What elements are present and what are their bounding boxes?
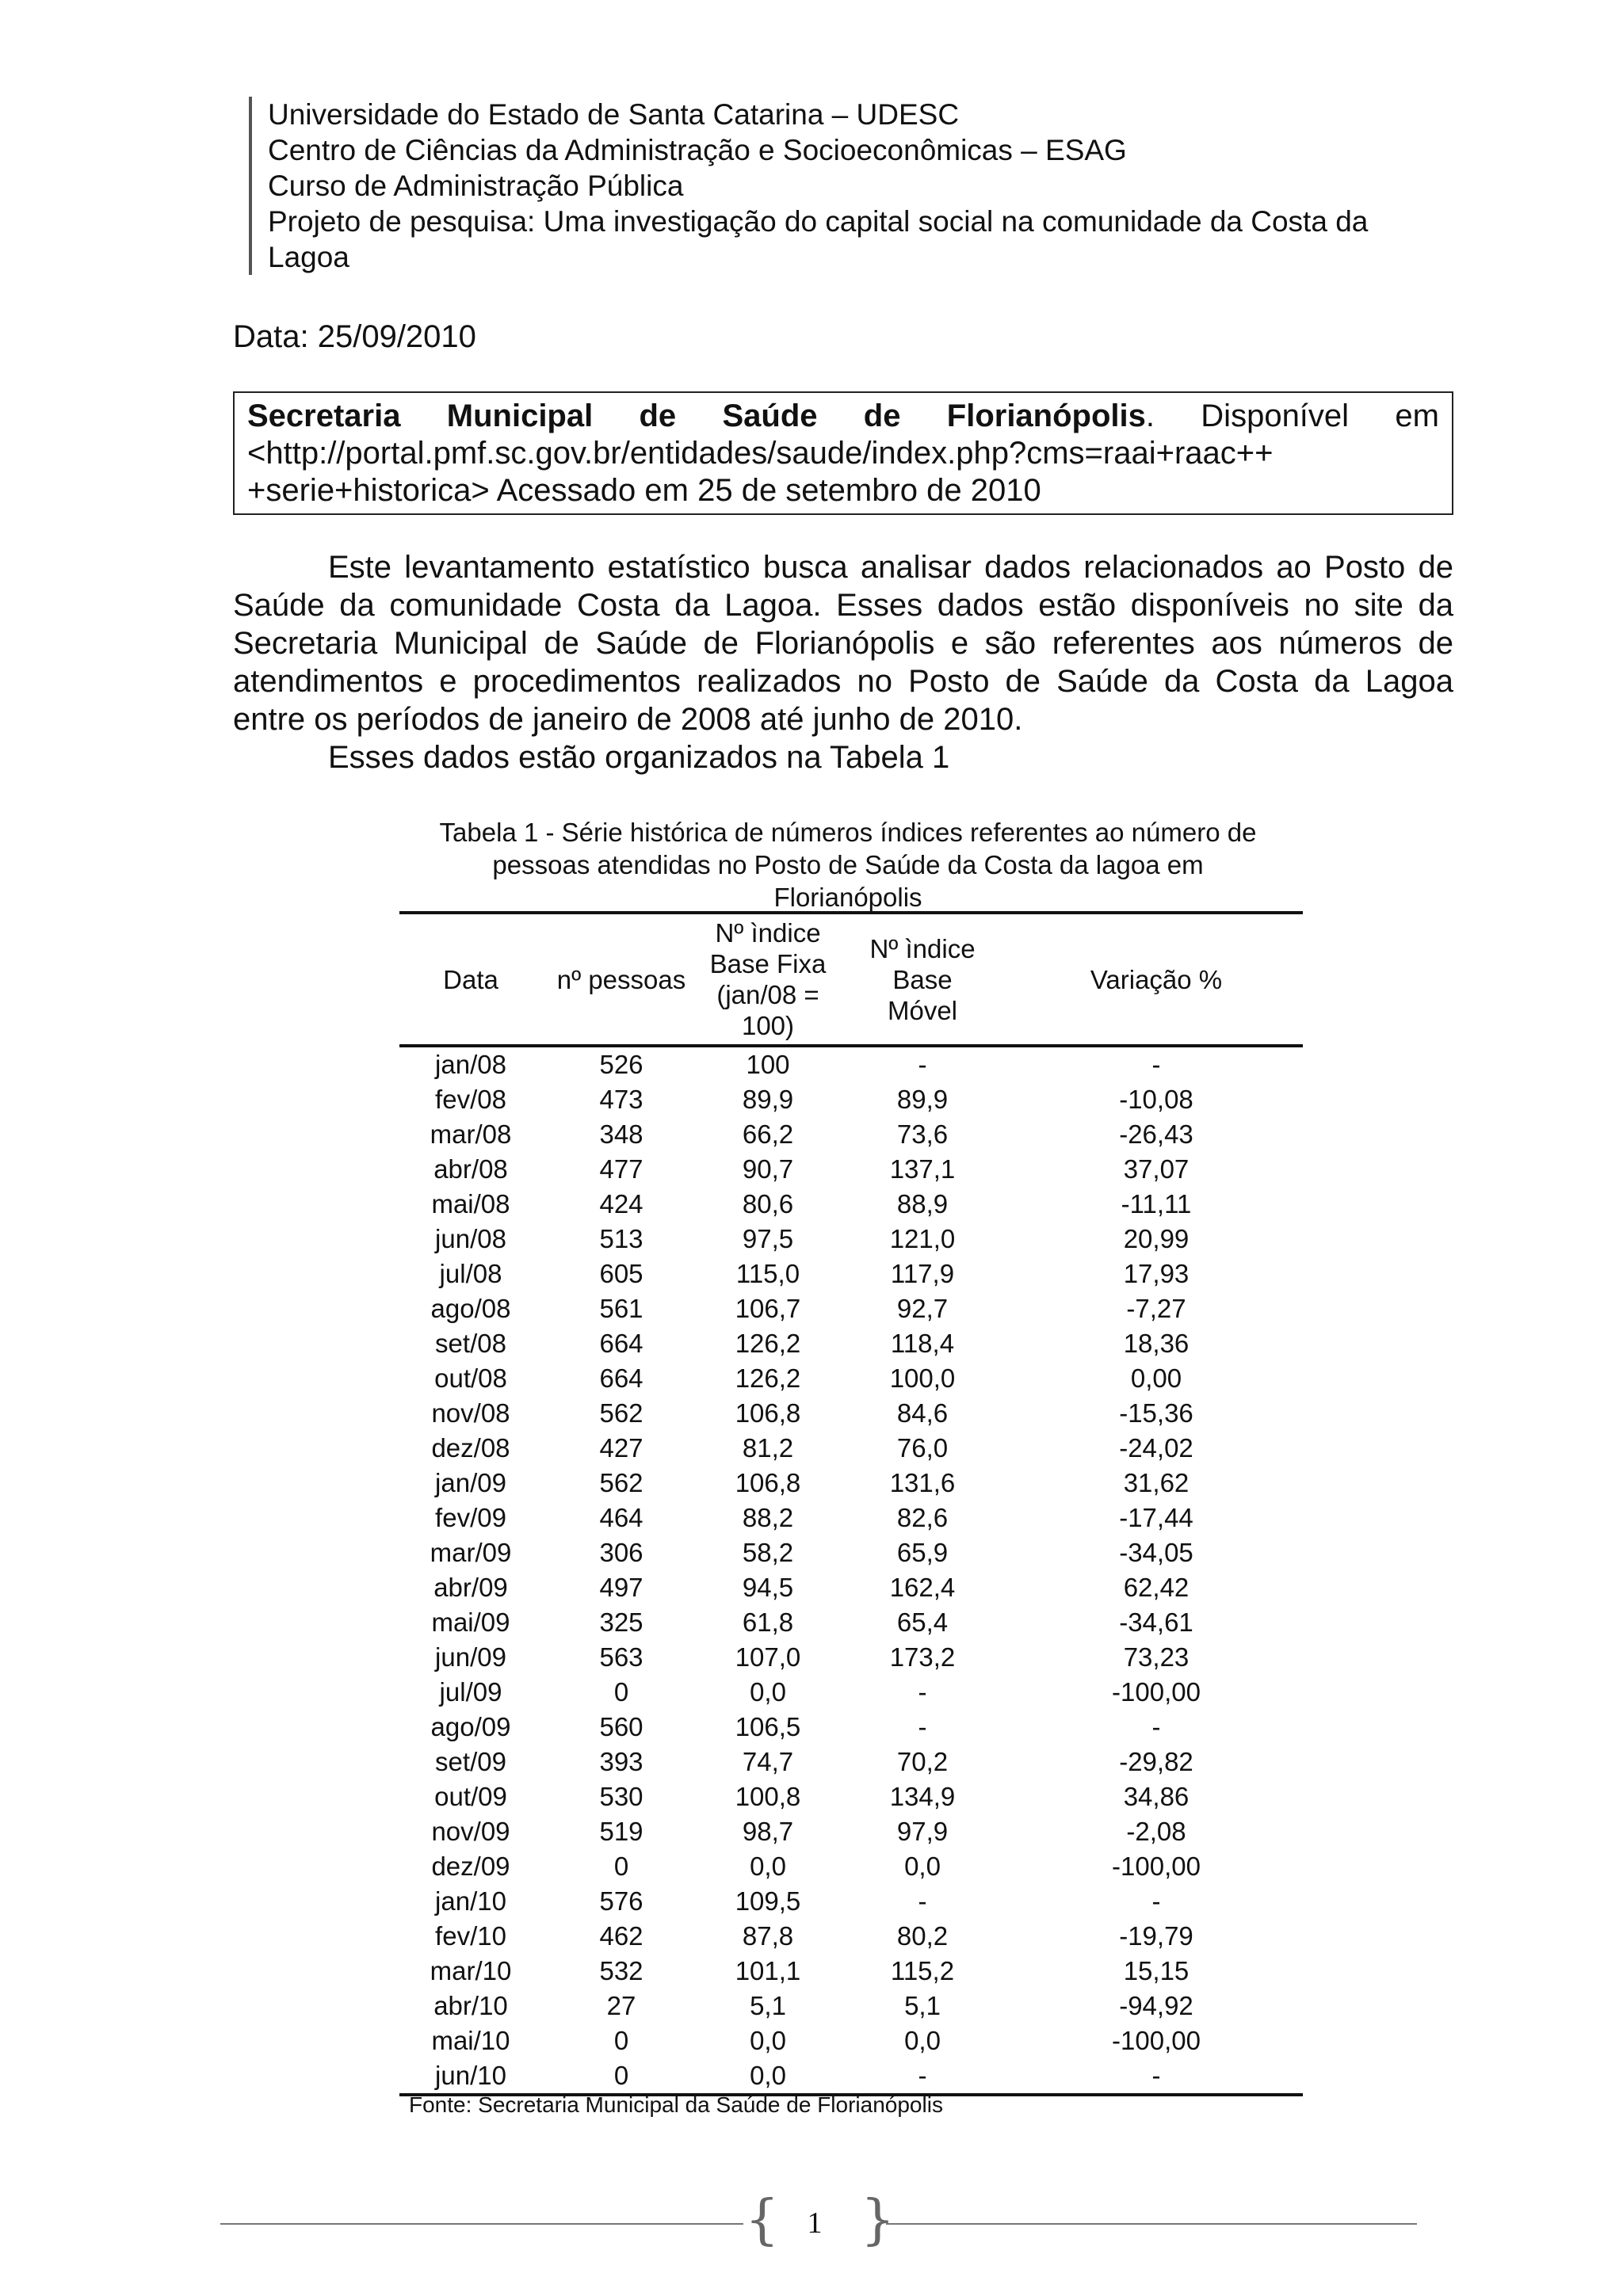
table-row	[399, 1779, 1303, 1814]
cell-indice-movel: 65,9	[896, 1538, 949, 1567]
cell-indice-movel: 97,9	[896, 1817, 949, 1846]
table-header-row	[399, 913, 1303, 1046]
header-pessoas: nº pessoas	[542, 913, 701, 1046]
cell-variacao: 17,93	[1123, 1259, 1190, 1288]
citation-institution	[947, 398, 1155, 435]
table-row	[399, 1326, 1303, 1361]
paragraph-table-ref: Esses dados estão organizados na Tabela 1	[328, 740, 950, 775]
right-brace-icon: }	[861, 2189, 896, 2252]
citation-word: Municipal	[446, 399, 594, 433]
cell-indice-movel: 80,2	[896, 1921, 949, 1951]
cell-pessoas: 477	[599, 1154, 643, 1184]
cell-data: fev/09	[435, 1503, 506, 1532]
cell-indice-movel: 70,2	[896, 1747, 949, 1776]
cell-indice-movel: -	[918, 1050, 927, 1079]
cell-pessoas: 306	[599, 1538, 643, 1567]
cell-pessoas: 664	[599, 1363, 643, 1393]
cell-indice-fixa: 106,5	[735, 1712, 801, 1741]
cell-variacao: -	[1151, 1712, 1161, 1741]
cell-data: fev/08	[435, 1085, 506, 1114]
cell-data: jul/09	[439, 1677, 502, 1707]
cell-pessoas: 526	[599, 1050, 643, 1079]
table-caption	[396, 816, 1300, 913]
cell-indice-fixa: 88,2	[742, 1503, 794, 1532]
cell-data: dez/09	[431, 1852, 510, 1881]
header-line-project-cont: Lagoa	[268, 241, 349, 273]
cell-pessoas: 519	[599, 1817, 643, 1846]
paragraph-intro: Este levantamento estatístico busca analisar dados relacionados ao Posto de Saúde da comunidade Costa da Lagoa. Esses dados estão disponíveis no site da Secretaria Municipal de Saúde de Florianópolis e são referentes aos números de atendimentos e procedimentos realizados no Posto de Saúde da Costa da Lagoa entre os períodos de janeiro de 2008 até junho de 2010.	[233, 550, 1453, 737]
cell-indice-movel: 117,9	[890, 1259, 955, 1288]
header-line-project: Projeto de pesquisa: Uma investigação do capital social na comunidade da Costa da	[268, 205, 1369, 238]
table-row	[399, 1814, 1303, 1849]
cell-variacao: 15,15	[1123, 1956, 1190, 1985]
institution-header	[249, 97, 1488, 275]
cell-indice-movel: 100,0	[889, 1363, 956, 1393]
cell-variacao: -29,82	[1119, 1747, 1193, 1776]
cell-data: jun/10	[399, 2058, 542, 2095]
cell-indice-fixa: 0,0	[750, 1677, 786, 1707]
cell-data: dez/08	[431, 1433, 510, 1463]
cell-data: ago/08	[430, 1294, 511, 1323]
table-row	[399, 2023, 1303, 2058]
cell-variacao: 73,23	[1123, 1642, 1190, 1672]
cell-indice-movel: 115,2	[890, 1956, 955, 1985]
cell-indice-fixa: 100	[746, 1050, 790, 1079]
cell-pessoas: 664	[599, 1329, 643, 1358]
cell-variacao: -34,05	[1119, 1538, 1193, 1567]
table-row	[399, 1222, 1303, 1257]
cell-data: fev/10	[435, 1921, 506, 1951]
header-variacao: Variação %	[1010, 913, 1303, 1046]
citation-word: de	[639, 399, 677, 433]
citation-period: .	[1145, 399, 1155, 433]
cell-indice-fixa: 80,6	[742, 1189, 794, 1219]
cell-data: jun/08	[435, 1224, 506, 1253]
cell-data: jan/09	[435, 1468, 506, 1497]
cell-variacao: -	[1151, 1050, 1161, 1079]
cell-variacao: -17,44	[1119, 1503, 1193, 1532]
cell-data: out/09	[434, 1782, 507, 1811]
citation-word: Disponível	[1201, 399, 1350, 433]
header-line-center: Centro de Ciências da Administração e Socioeconômicas – ESAG	[268, 134, 1127, 166]
cell-pessoas: 325	[599, 1608, 643, 1637]
cell-indice-fixa: 126,2	[735, 1329, 801, 1358]
cell-data: mai/10	[431, 2026, 510, 2055]
cell-variacao: -2,08	[1126, 1817, 1186, 1846]
cell-pessoas: 348	[599, 1119, 643, 1149]
cell-data: nov/08	[431, 1398, 510, 1428]
header-data: Data	[399, 913, 542, 1046]
cell-indice-movel: 92,7	[896, 1294, 949, 1323]
table-row	[399, 1082, 1303, 1117]
cell-variacao: -100,00	[1112, 1852, 1201, 1881]
cell-indice-fixa: 87,8	[742, 1921, 794, 1951]
table-row	[399, 1431, 1303, 1466]
citation-access-date: +serie+historica> Acessado em 25 de setembro de 2010	[247, 473, 1041, 508]
table-row	[399, 1675, 1303, 1710]
citation-word: em	[1395, 399, 1439, 433]
header-line-university: Universidade do Estado de Santa Catarina – UDESC	[268, 98, 960, 131]
table-body	[399, 1046, 1303, 2095]
cell-indice-movel: -	[918, 1677, 927, 1707]
cell-pessoas: 0	[542, 2058, 701, 2095]
table-row	[399, 1745, 1303, 1779]
cell-indice-fixa: 89,9	[742, 1085, 794, 1114]
cell-indice-fixa: 106,8	[735, 1468, 801, 1497]
cell-indice-fixa: 0,0	[701, 2058, 835, 2095]
cell-data: jan/08	[435, 1050, 506, 1079]
cell-indice-movel: 137,1	[889, 1154, 956, 1184]
cell-pessoas: 0	[613, 2026, 629, 2055]
cell-indice-movel: 84,6	[896, 1398, 949, 1428]
cell-indice-fixa: 109,5	[735, 1886, 801, 1916]
cell-variacao: 34,86	[1123, 1782, 1190, 1811]
footer-rule-right	[886, 2223, 1417, 2225]
cell-indice-fixa: 0,0	[750, 1852, 786, 1881]
cell-indice-fixa: 94,5	[742, 1573, 794, 1602]
cell-indice-movel: 118,4	[890, 1329, 955, 1358]
cell-variacao: -100,00	[1112, 2026, 1201, 2055]
cell-data: jul/08	[439, 1259, 502, 1288]
page-footer	[220, 2189, 1417, 2256]
cell-indice-movel: 65,4	[896, 1608, 949, 1637]
header-line: Móvel	[887, 995, 958, 1025]
cell-indice-fixa: 0,0	[750, 2026, 786, 2055]
index-series-table	[399, 911, 1303, 2096]
header-line: 100)	[741, 1011, 795, 1040]
cell-indice-movel: -	[918, 1886, 927, 1916]
cell-variacao: -15,36	[1119, 1398, 1193, 1428]
table-row	[399, 1257, 1303, 1291]
cell-pessoas: 563	[599, 1642, 643, 1672]
caption-line: Tabela 1 - Série histórica de números índices referentes ao número de	[439, 818, 1257, 847]
cell-indice-movel: 173,2	[889, 1642, 956, 1672]
citation-word: Saúde	[722, 399, 818, 433]
header-line: Nº ìndice	[869, 933, 976, 963]
cell-indice-movel: 89,9	[896, 1085, 949, 1114]
cell-indice-movel: 121,0	[889, 1224, 956, 1253]
cell-variacao: -19,79	[1119, 1921, 1193, 1951]
cell-indice-movel: 0,0	[904, 2026, 941, 2055]
cell-data: mai/09	[431, 1608, 510, 1637]
cell-indice-movel: 82,6	[896, 1503, 949, 1532]
cell-variacao: 0,00	[1130, 1363, 1182, 1393]
cell-indice-fixa: 58,2	[742, 1538, 794, 1567]
cell-variacao: -94,92	[1119, 1991, 1193, 2020]
cell-pessoas: 561	[599, 1294, 643, 1323]
table-row	[399, 1710, 1303, 1745]
cell-indice-fixa: 66,2	[742, 1119, 794, 1149]
cell-variacao: 31,62	[1123, 1468, 1190, 1497]
cell-indice-fixa: 5,1	[750, 1991, 786, 2020]
cell-pessoas: 0	[613, 1852, 629, 1881]
cell-indice-movel: 88,9	[896, 1189, 949, 1219]
cell-variacao: 62,42	[1123, 1573, 1190, 1602]
caption-line: pessoas atendidas no Posto de Saúde da Costa da lagoa em	[492, 850, 1204, 879]
table-row	[399, 1501, 1303, 1535]
cell-indice-fixa: 98,7	[742, 1817, 794, 1846]
cell-indice-movel: 134,9	[889, 1782, 956, 1811]
caption-line: Florianópolis	[773, 883, 922, 912]
header-line: Nº ìndice	[715, 918, 821, 948]
cell-variacao: -100,00	[1112, 1677, 1201, 1707]
cell-variacao: -	[1151, 1886, 1161, 1916]
cell-variacao: -34,61	[1119, 1608, 1193, 1637]
cell-indice-movel: 5,1	[904, 1991, 941, 2020]
table-row	[399, 2058, 1303, 2095]
cell-indice-fixa: 90,7	[742, 1154, 794, 1184]
header-line: (jan/08 =	[716, 980, 819, 1009]
table-row	[399, 1919, 1303, 1954]
cell-indice-movel: -	[918, 1712, 927, 1741]
cell-data: set/08	[435, 1329, 506, 1358]
cell-indice-fixa: 97,5	[742, 1224, 794, 1253]
cell-data: abr/09	[433, 1573, 508, 1602]
left-brace-icon: {	[745, 2189, 780, 2252]
cell-data: abr/08	[433, 1154, 508, 1184]
cell-pessoas: 464	[599, 1503, 643, 1532]
cell-data: abr/10	[433, 1991, 508, 2020]
cell-indice-fixa: 106,8	[735, 1398, 801, 1428]
cell-indice-movel: 0,0	[904, 1852, 941, 1881]
cell-variacao: -26,43	[1119, 1119, 1193, 1149]
cell-data: jan/10	[435, 1886, 506, 1916]
table-row	[399, 1187, 1303, 1222]
cell-data: nov/09	[431, 1817, 510, 1846]
cell-data: out/08	[434, 1363, 507, 1393]
cell-pessoas: 473	[599, 1085, 643, 1114]
cell-pessoas: 605	[599, 1259, 643, 1288]
cell-data: mar/10	[430, 1956, 512, 1985]
table-row	[399, 1640, 1303, 1675]
cell-indice-fixa: 74,7	[742, 1747, 794, 1776]
cell-variacao: -24,02	[1119, 1433, 1193, 1463]
cell-indice-fixa: 61,8	[742, 1608, 794, 1637]
cell-pessoas: 560	[599, 1712, 643, 1741]
citation-word: de	[863, 399, 901, 433]
table-source-note: Fonte: Secretaria Municipal da Saúde de Florianópolis	[409, 2092, 943, 2117]
cell-pessoas: 562	[599, 1468, 643, 1497]
cell-pessoas: 427	[599, 1433, 643, 1463]
citation-url: <http://portal.pmf.sc.gov.br/entidades/saude/index.php?cms=raai+raac++	[247, 436, 1274, 471]
table-row	[399, 1396, 1303, 1431]
cell-indice-fixa: 81,2	[742, 1433, 794, 1463]
table-row	[399, 1954, 1303, 1989]
cell-pessoas: 0	[613, 1677, 629, 1707]
table-row	[399, 1117, 1303, 1152]
table-row	[399, 1605, 1303, 1640]
header-indice-movel	[835, 913, 1010, 1046]
cell-pessoas: 27	[606, 1991, 636, 2020]
document-date: Data: 25/09/2010	[233, 319, 476, 354]
cell-pessoas: 424	[599, 1189, 643, 1219]
cell-variacao: -	[1010, 2058, 1303, 2095]
table-row	[399, 1152, 1303, 1187]
table-row	[399, 1535, 1303, 1570]
footer-rule-left	[220, 2223, 743, 2225]
cell-indice-movel: -	[835, 2058, 1010, 2095]
cell-pessoas: 530	[599, 1782, 643, 1811]
cell-variacao: 18,36	[1123, 1329, 1190, 1358]
table-row	[399, 1466, 1303, 1501]
cell-variacao: -11,11	[1121, 1189, 1192, 1219]
cell-pessoas: 393	[599, 1747, 643, 1776]
table-row	[399, 1849, 1303, 1884]
citation-word: Secretaria	[247, 399, 401, 433]
table-row	[399, 1884, 1303, 1919]
cell-indice-movel: 76,0	[896, 1433, 949, 1463]
cell-pessoas: 532	[599, 1956, 643, 1985]
cell-variacao: -10,08	[1119, 1085, 1193, 1114]
cell-variacao: 37,07	[1123, 1154, 1190, 1184]
cell-data: mar/09	[430, 1538, 512, 1567]
page-number: 1	[807, 2206, 823, 2240]
cell-variacao: -7,27	[1126, 1294, 1186, 1323]
cell-indice-movel: 73,6	[896, 1119, 949, 1149]
cell-pessoas: 513	[599, 1224, 643, 1253]
table-row	[399, 1361, 1303, 1396]
cell-pessoas: 562	[599, 1398, 643, 1428]
cell-indice-fixa: 100,8	[735, 1782, 801, 1811]
table-row	[399, 1570, 1303, 1605]
cell-pessoas: 497	[599, 1573, 643, 1602]
source-citation-box	[233, 391, 1453, 515]
cell-data: jun/09	[435, 1642, 506, 1672]
cell-data: mai/08	[431, 1189, 510, 1219]
cell-indice-fixa: 107,0	[735, 1642, 801, 1672]
header-indice-fixa	[701, 913, 835, 1046]
cell-indice-fixa: 106,7	[735, 1294, 801, 1323]
cell-variacao: 20,99	[1123, 1224, 1190, 1253]
header-line-course: Curso de Administração Pública	[268, 170, 684, 202]
table-row	[399, 1291, 1303, 1326]
cell-pessoas: 576	[599, 1886, 643, 1916]
table-row	[399, 1046, 1303, 1082]
cell-data: mar/08	[430, 1119, 512, 1149]
cell-indice-fixa: 101,1	[735, 1956, 801, 1985]
citation-line-1	[247, 398, 1439, 435]
citation-word: Florianópolis	[946, 399, 1146, 433]
header-line: Base Fixa	[709, 949, 827, 978]
cell-indice-movel: 162,4	[889, 1573, 956, 1602]
header-line: Base	[892, 964, 953, 994]
table-row	[399, 1989, 1303, 2023]
body-text	[233, 548, 1453, 776]
cell-indice-fixa: 115,0	[735, 1259, 800, 1288]
cell-data: set/09	[435, 1747, 506, 1776]
cell-data: ago/09	[430, 1712, 511, 1741]
cell-pessoas: 462	[599, 1921, 643, 1951]
cell-indice-fixa: 126,2	[735, 1363, 801, 1393]
cell-indice-movel: 131,6	[889, 1468, 956, 1497]
